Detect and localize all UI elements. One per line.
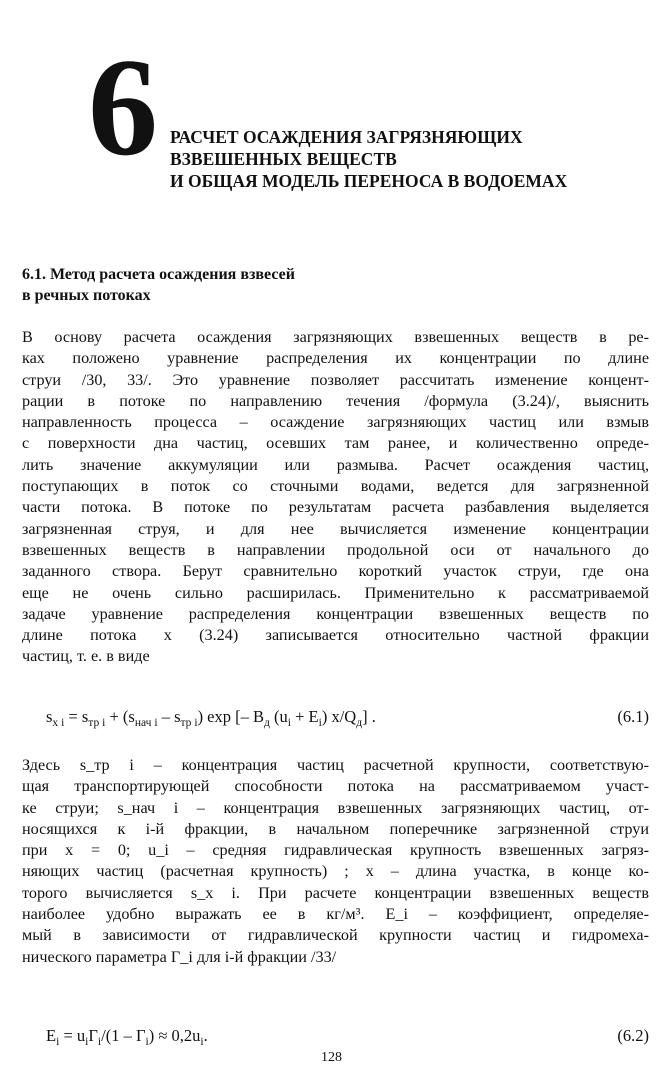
formula-subscript: д — [264, 717, 270, 729]
text-line: взвешенных веществ в направлении продольной оси от начального до — [22, 540, 649, 559]
text-line: торого вычисляется s_x i. При расчете концентрации взвешенных веществ — [22, 883, 649, 902]
text-line: частиц, т. е. в виде — [22, 647, 150, 666]
formula-term: + E — [290, 707, 319, 726]
chapter-number: 6 — [88, 30, 158, 185]
paragraph-intro — [22, 327, 649, 668]
formula-subscript: i — [318, 717, 322, 729]
text-line: носящихся к i-й фракции, в начальном поперечнике загрязненной струи — [22, 819, 649, 838]
formula-term: ) exp [– B — [197, 707, 265, 726]
formula-term: ] . — [362, 707, 376, 726]
text-line: няющих частиц (расчетная крупность) ; x – длина участка, в конце ко- — [22, 862, 649, 881]
formula-term: = s — [64, 707, 89, 726]
formula-subscript: i — [85, 1036, 89, 1048]
chapter-title-line: ВЗВЕШЕННЫХ ВЕЩЕСТВ — [170, 149, 397, 169]
text-line: ке струи; s_нач i – концентрация взвешенных загрязняющих частиц, от- — [22, 798, 649, 817]
formula-term: (u — [269, 707, 288, 726]
formula-term: ) ≈ 0,2u — [148, 1026, 201, 1045]
text-line: лить значение аккумуляции или размыва. Расчет осаждения частиц, — [22, 455, 649, 474]
text-line: наиболее удобно выражать ее в кг/м³. E_i – коэффициент, определяе- — [22, 905, 649, 924]
text-line: длине потока x (3.24) записывается относительно частной фракции — [22, 626, 649, 645]
text-line: ках положено уравнение распределения их концентрации по длине — [22, 349, 649, 368]
text-line: щая транспортирующей способности потока на рассматриваемом участ- — [22, 777, 649, 796]
formula-term: ) x/Q — [321, 707, 357, 726]
chapter-title-line: И ОБЩАЯ МОДЕЛЬ ПЕРЕНОСА В ВОДОЕМАХ — [170, 171, 568, 191]
formula-subscript: i — [287, 717, 291, 729]
formula-6-2 — [46, 1025, 649, 1047]
formula-subscript: д — [356, 717, 363, 729]
section-title-line: в речных потоках — [22, 287, 151, 304]
text-line: мый в зависимости от гидравлической крупности частиц и гидромеха- — [22, 926, 649, 945]
formula-term: + (s — [105, 707, 135, 726]
formula-term: /(1 – Γ — [101, 1026, 146, 1045]
formula-subscript: i — [145, 1036, 149, 1048]
text-line: струи /30, 33/. Это уравнение позволяет рассчитать изменение концент- — [22, 370, 649, 389]
text-line: нического параметра Γ_i для i-й фракции /33/ — [22, 947, 337, 966]
text-line: направленность процесса – осаждение загрязняющих частиц или взмыв — [22, 413, 649, 432]
formula-term: = u — [59, 1026, 86, 1045]
formula-subscript: тр i — [180, 717, 198, 729]
formula-subscript: i — [97, 1036, 102, 1048]
text-line: при x = 0; u_i – средняя гидравлическая крупность взвешенных загряз- — [22, 841, 649, 860]
formula-term: – s — [157, 707, 181, 726]
text-line: задаче уравнение распределения концентрации взвешенных веществ по — [22, 604, 649, 623]
formula-term: E — [46, 1026, 57, 1045]
page-number: 128 — [321, 1050, 342, 1065]
text-line: заданного створа. Берут сравнительно короткий участок струи, где она — [22, 562, 649, 581]
text-line: поступающих в поток со сточными водами, ведется для загрязненной — [22, 477, 649, 496]
text-line: Здесь s_тр i – концентрация частиц расчетной крупности, соответствую- — [22, 756, 649, 774]
formula-subscript: x i — [52, 717, 65, 729]
chapter-title-line: РАСЧЕТ ОСАЖДЕНИЯ ЗАГРЯЗНЯЮЩИХ — [170, 127, 523, 147]
equation-number: (6.2) — [617, 1026, 649, 1045]
formula-term: Γ — [88, 1026, 98, 1045]
section-title-line: 6.1. Метод расчета осаждения взвесей — [22, 266, 295, 283]
text-line: загрязненная струя, и для нее вычисляется изменение концентрации — [22, 519, 649, 538]
text-line: В основу расчета осаждения загрязняющих взвешенных веществ в ре- — [22, 328, 649, 346]
formula-subscript: i — [200, 1036, 204, 1048]
formula-subscript: тр i — [88, 717, 106, 729]
formula-subscript: i — [56, 1036, 60, 1048]
text-line: части потока. В потоке по результатам расчета разбавления выделяется — [22, 498, 649, 517]
text-line: еще не очень сильно расширилась. Применительно к рассматриваемой — [22, 583, 649, 602]
text-line: рации в потоке по направлению течения /формула (3.24)/, выяснить — [22, 391, 649, 410]
formula-6-1 — [46, 706, 649, 728]
formula-term: . — [203, 1026, 208, 1045]
chapter-title — [170, 126, 650, 192]
paragraph-explanation — [22, 755, 649, 968]
section-title — [22, 264, 295, 306]
text-line: с поверхности дна частиц, осевших там ранее, и количественно опреде- — [22, 434, 649, 453]
formula-subscript: нач i — [134, 717, 158, 729]
equation-number: (6.1) — [617, 707, 649, 726]
formula-term: s — [46, 707, 53, 726]
